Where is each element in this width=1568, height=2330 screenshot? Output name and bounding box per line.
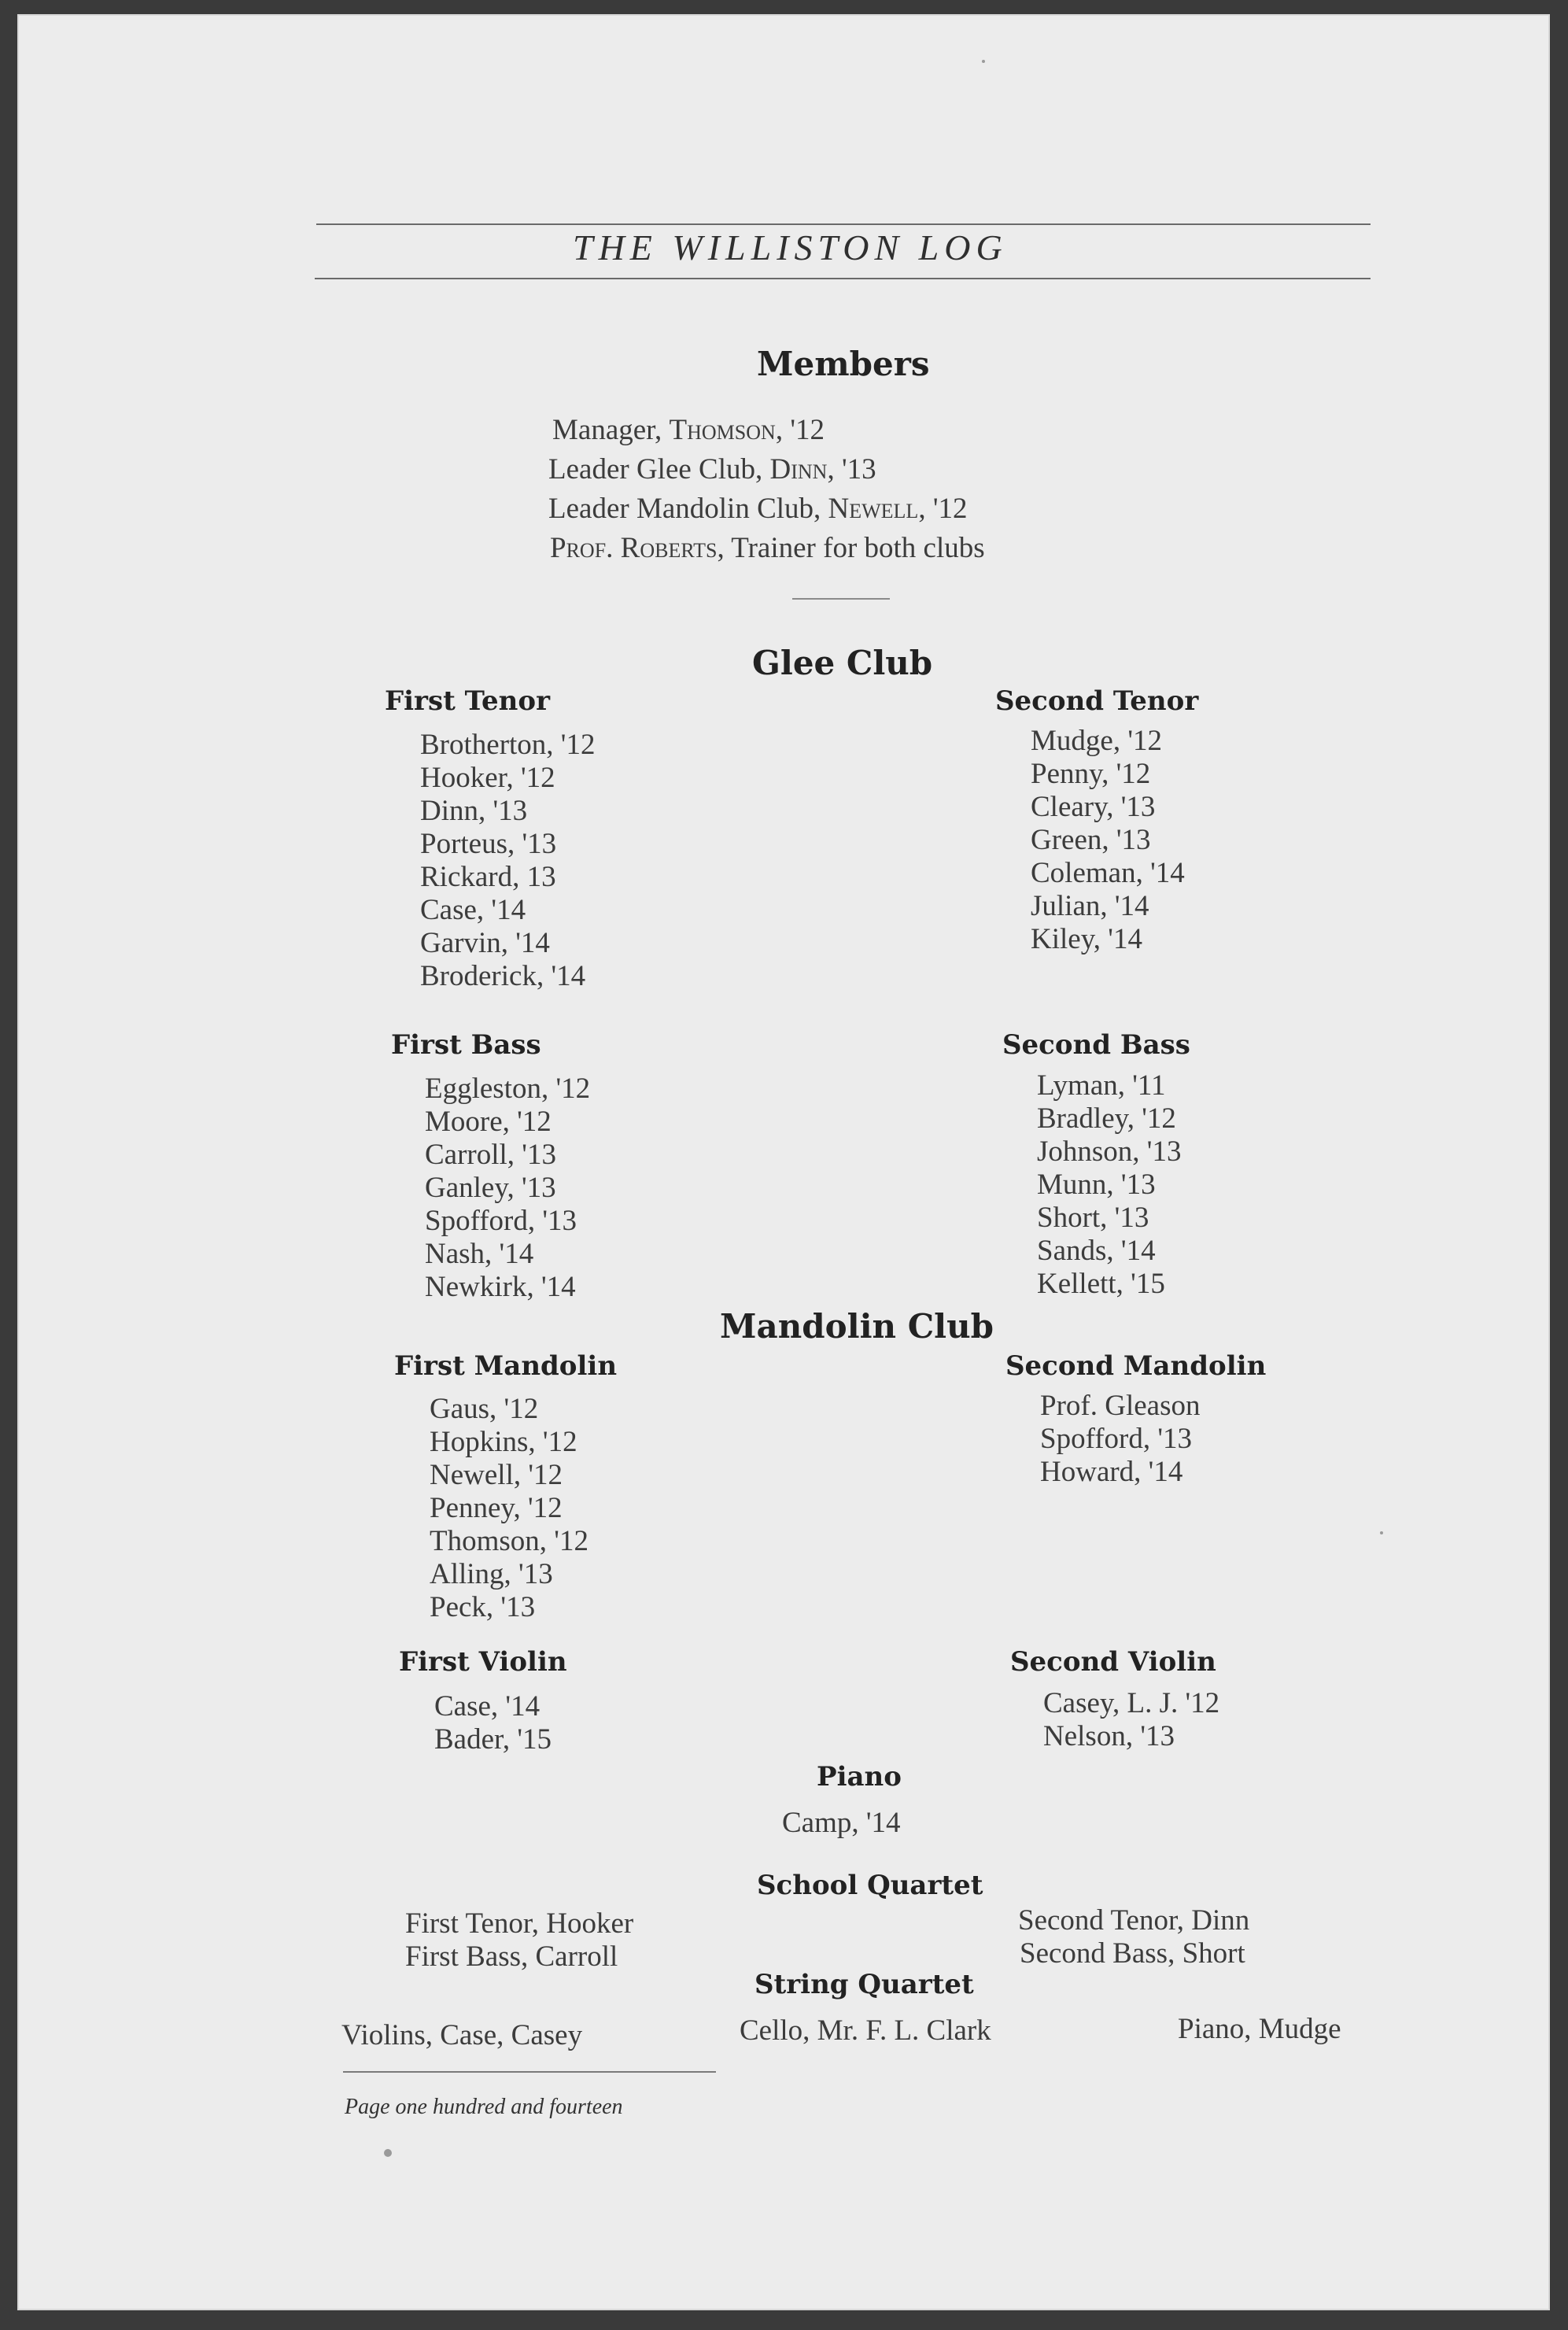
list-item: Moore, '12 <box>425 1106 552 1138</box>
first-violin-title: First Violin <box>399 1646 567 1678</box>
list-item: Case, '14 <box>434 1690 540 1723</box>
list-item: Hopkins, '12 <box>430 1426 577 1458</box>
piano-title: Piano <box>817 1761 902 1793</box>
first-mandolin-list <box>430 1393 588 1624</box>
school-quartet-first-bass: First Bass, Carroll <box>405 1940 618 1973</box>
first-bass-title: First Bass <box>391 1029 541 1061</box>
second-bass-title: Second Bass <box>1002 1029 1190 1061</box>
list-item: Prof. Gleason <box>1040 1390 1201 1422</box>
first-violin-list <box>434 1690 552 1756</box>
second-tenor-list <box>1031 725 1185 956</box>
list-item: Kellett, '15 <box>1037 1268 1165 1300</box>
members-divider <box>792 598 890 600</box>
members-line-mandolin-leader: Leader Mandolin Club, Newell, '12 <box>548 493 968 525</box>
paper-speck <box>384 2149 392 2157</box>
list-item: Thomson, '12 <box>430 1525 588 1557</box>
list-item: Dinn, '13 <box>420 795 528 827</box>
list-item: Kiley, '14 <box>1031 923 1142 955</box>
list-item: Julian, '14 <box>1031 890 1149 922</box>
second-mandolin-list <box>1040 1390 1200 1489</box>
list-item: Alling, '13 <box>430 1558 553 1590</box>
list-item: Spofford, '13 <box>1040 1423 1193 1455</box>
list-item: Gaus, '12 <box>430 1393 539 1425</box>
list-item: Sands, '14 <box>1037 1235 1156 1267</box>
second-bass-list <box>1037 1069 1181 1301</box>
string-quartet-cello: Cello, Mr. F. L. Clark <box>740 2014 991 2047</box>
list-item: Ganley, '13 <box>425 1172 556 1204</box>
paper-speck <box>982 60 985 63</box>
list-item: Howard, '14 <box>1040 1456 1183 1488</box>
members-line-trainer: Prof. Roberts, Trainer for both clubs <box>550 532 985 564</box>
mandolin-club-heading: Mandolin Club <box>720 1307 994 1346</box>
members-line-glee-leader: Leader Glee Club, Dinn, '13 <box>548 453 876 486</box>
folio-rule <box>343 2071 716 2073</box>
school-quartet-second-bass: Second Bass, Short <box>1020 1937 1245 1970</box>
second-violin-title: Second Violin <box>1010 1646 1216 1678</box>
header-rule-top <box>316 223 1371 225</box>
first-tenor-list <box>420 729 595 993</box>
list-item: Rickard, 13 <box>420 861 556 893</box>
list-item: Bradley, '12 <box>1037 1102 1176 1135</box>
list-item: Garvin, '14 <box>420 927 550 959</box>
list-item: Nelson, '13 <box>1043 1720 1175 1752</box>
header-rule-bottom <box>315 278 1371 279</box>
list-item: Hooker, '12 <box>420 762 555 794</box>
list-item: Cleary, '13 <box>1031 791 1156 823</box>
first-bass-list <box>425 1073 590 1304</box>
list-item: Eggleston, '12 <box>425 1073 591 1105</box>
list-item: Green, '13 <box>1031 824 1151 856</box>
list-item: Mudge, '12 <box>1031 725 1162 757</box>
list-item: Casey, L. J. '12 <box>1043 1687 1220 1719</box>
list-item: Penney, '12 <box>430 1492 563 1524</box>
page-sheet <box>17 14 1550 2310</box>
string-quartet-violins: Violins, Case, Casey <box>341 2019 583 2051</box>
school-quartet-second-tenor: Second Tenor, Dinn <box>1018 1904 1250 1937</box>
school-quartet-first-tenor: First Tenor, Hooker <box>405 1907 634 1940</box>
second-mandolin-title: Second Mandolin <box>1005 1350 1267 1382</box>
list-item: Brotherton, '12 <box>420 729 596 761</box>
string-quartet-piano: Piano, Mudge <box>1178 2013 1341 2045</box>
list-item: Johnson, '13 <box>1037 1135 1182 1168</box>
list-item: Case, '14 <box>420 894 526 926</box>
list-item: Spofford, '13 <box>425 1205 577 1237</box>
members-line-manager: Manager, Thomson, '12 <box>552 414 825 446</box>
list-item: Coleman, '14 <box>1031 857 1185 889</box>
list-item: Short, '13 <box>1037 1202 1149 1234</box>
second-violin-list <box>1043 1687 1219 1753</box>
list-item: Nash, '14 <box>425 1238 534 1270</box>
list-item: Bader, '15 <box>434 1723 552 1756</box>
members-heading: Members <box>757 345 930 383</box>
list-item: Peck, '13 <box>430 1591 536 1623</box>
glee-club-heading: Glee Club <box>752 644 933 682</box>
first-mandolin-title: First Mandolin <box>394 1350 618 1382</box>
list-item: Newell, '12 <box>430 1459 563 1491</box>
string-quartet-heading: String Quartet <box>754 1969 974 2000</box>
list-item: Munn, '13 <box>1037 1169 1156 1201</box>
list-item: Penny, '12 <box>1031 758 1151 790</box>
school-quartet-heading: School Quartet <box>757 1870 983 1901</box>
folio: Page one hundred and fourteen <box>345 2095 623 2119</box>
list-item: Porteus, '13 <box>420 828 557 860</box>
list-item: Lyman, '11 <box>1037 1069 1166 1102</box>
piano-name: Camp, '14 <box>782 1807 901 1839</box>
list-item: Carroll, '13 <box>425 1139 556 1171</box>
first-tenor-title: First Tenor <box>385 685 550 717</box>
paper-speck <box>1380 1531 1383 1534</box>
list-item: Newkirk, '14 <box>425 1271 576 1303</box>
running-head: THE WILLISTON LOG <box>573 227 1008 268</box>
second-tenor-title: Second Tenor <box>995 685 1199 717</box>
list-item: Broderick, '14 <box>420 960 586 992</box>
